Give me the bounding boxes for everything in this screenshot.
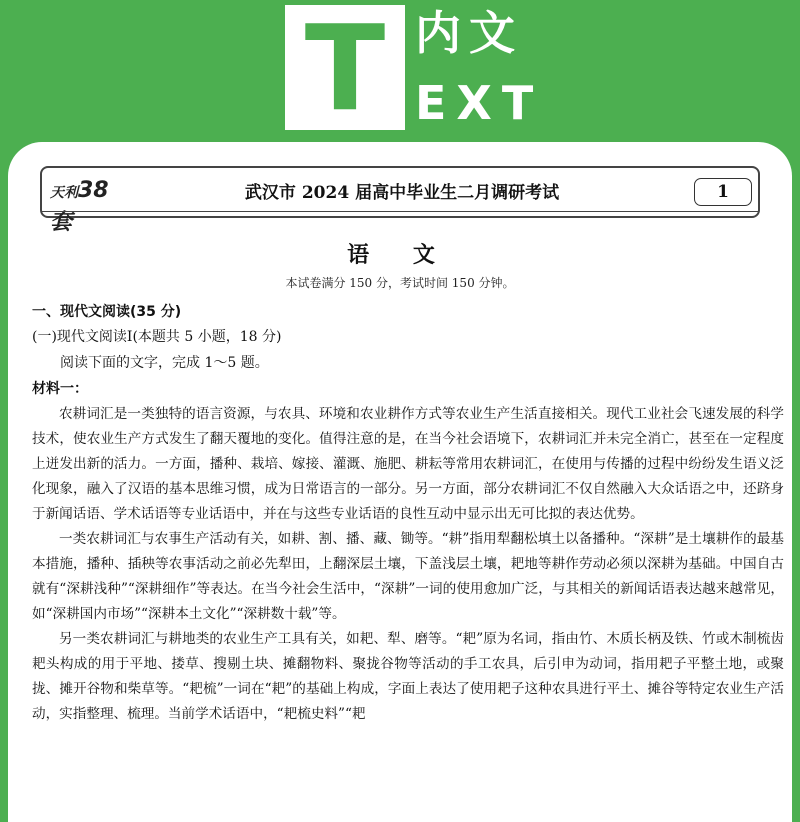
banner-english-text: EXT — [415, 76, 544, 130]
t-logo-box — [285, 0, 405, 137]
exam-title: 武汉市 2024 届高中毕业生二月调研考试 — [244, 183, 560, 203]
material-label: 材料一： — [32, 381, 88, 397]
brand-logo-small: 天利 — [50, 185, 78, 201]
section-heading: 一、现代文阅读(35 分) — [32, 304, 182, 320]
paragraph: 农耕词汇是一类独特的语言资源，与农具、环境和农业耕作方式等农业生产生活直接相关。现代工业社会飞速发展的科学技术，使农业生产方式发生了翻天覆地的变化。值得注意的是，在当今社会语境下，农耕词汇并未完全消亡，甚至在一定程度上迸发出新的活力。一方面，播种、栽培、嫁接、灌溉、施肥、耕耘等常用农耕词汇，在使用与传播的过程中纷纷发生语义泛化现象，融入了汉语的基本思维习惯，成为日常语言的一部分。另一方面，部分农耕词汇不仅自然融入大众话语之中，还跻身于新闻话语、学术话语等专业话语中，并在与这些专业话语的良性互动中显示出无可比拟的表达优势。 — [32, 406, 784, 522]
exam-paper — [8, 142, 792, 822]
paragraph: 另一类农耕词汇与耕地类的农业生产工具有关，如耙、犁、磨等。“耙”原为名词，指由竹、木质长柄及铁、竹或木制梳齿耙头构成的用于平地、搂草、搜剔土块、摊翻物料、聚拢谷物等活动的手工农具，后引申为动词，指用耙子平整土地，或聚拢、摊开谷物和柴草等。“耙梳”一词在“耙”的基础上构成，字面上表达了使用耙子这种农具进行平土、摊谷等特定农业生产活动，实指整理、梳理。当前学术话语中，“耙梳史料”“耙 — [32, 631, 784, 722]
paragraph: 一类农耕词汇与农事生产活动有关，如耕、割、播、藏、锄等。“耕”指用犁翻松填土以备播种。“深耕”是土壤耕作的最基本措施，播种、插秧等农事活动之前必先犁田，上翻深层土壤，下盖浅层土壤，耙地等耕作劳动必须以深耕为基础。中国自古就有“深耕浅种”“深耕细作”等表达。在当今社会生活中，“深耕”一词的使用愈加广泛，与其相关的新闻话语表达越来越常见，如“深耕国内市场”“深耕本土文化”“深耕数十载”等。 — [32, 531, 784, 622]
page-number-badge: 1 — [694, 178, 752, 206]
brand-logo-big: 38套 — [50, 178, 109, 235]
brand-logo — [50, 176, 128, 235]
exam-header — [40, 166, 760, 235]
t-letter: T — [304, 0, 386, 137]
subject-title: 语 文 — [347, 242, 453, 268]
instruction: 阅读下面的文字，完成 1～5 题。 — [60, 355, 269, 371]
exam-info: 本试卷满分 150 分，考试时间 150 分钟。 — [285, 276, 515, 290]
exam-content — [32, 300, 784, 727]
top-banner — [0, 0, 800, 140]
sub-heading: (一)现代文阅读Ⅰ(本题共 5 小题，18 分) — [32, 329, 282, 345]
banner-chinese-text: 内文 — [415, 6, 523, 60]
